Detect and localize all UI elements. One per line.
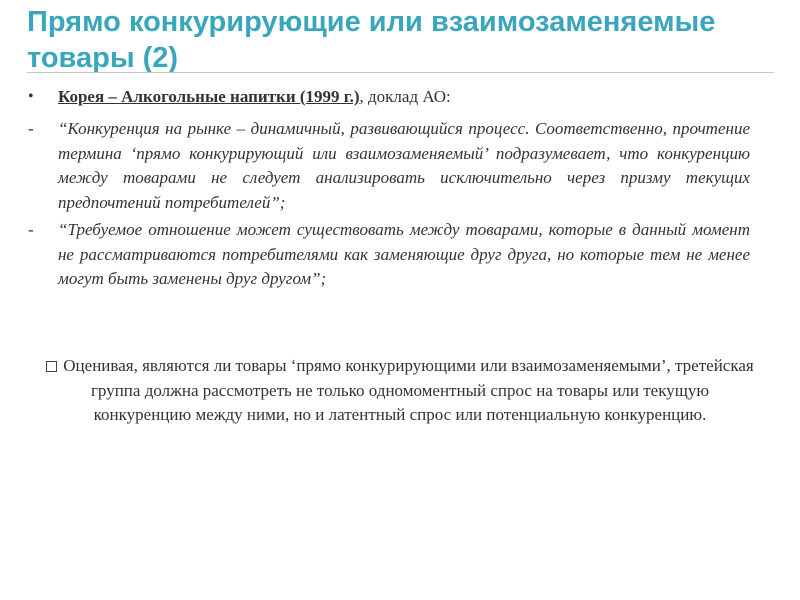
slide-body <box>28 86 750 295</box>
slide-title: Прямо конкурирующие или взаимозаменяемые товары (2) <box>27 6 716 74</box>
square-icon <box>46 361 57 372</box>
dash-marker: - <box>28 220 34 239</box>
case-source: , доклад АО: <box>359 87 451 106</box>
quote-text: “Требуемое отношение может существовать между товарами, которые в данный момент не рассматриваются потребителями как заменяющие друг друга, но которые тем не менее могут быть заменены друг другом”; <box>58 220 750 288</box>
conclusion-text: Оценивая, являются ли товары ‘прямо конкурирующими или взаимозаменяемыми’, третейская группа должна рассмотреть не только одномоментный спрос на товары или текущую конкуренцию между ними, но и латентный спрос или потенциальную конкуренцию. <box>63 356 754 424</box>
quote-item <box>28 218 750 292</box>
case-reference <box>28 86 750 108</box>
conclusion-paragraph <box>42 354 758 428</box>
title-divider <box>27 72 774 73</box>
case-title: Корея – Алкогольные напитки (1999 г.) <box>58 87 360 106</box>
bullet-icon: • <box>28 88 34 105</box>
dash-marker: - <box>28 119 34 138</box>
quote-text: “Конкуренция на рынке – динамичный, развивающийся процесс. Соответственно, прочтение термина ‘прямо конкурирующий или взаимозаменяемый’ подразумевает, что конкуренцию между товарами не следует анализировать исключительно через призму текущих предпочтений потребителей”; <box>58 119 750 212</box>
quote-item <box>28 117 750 215</box>
